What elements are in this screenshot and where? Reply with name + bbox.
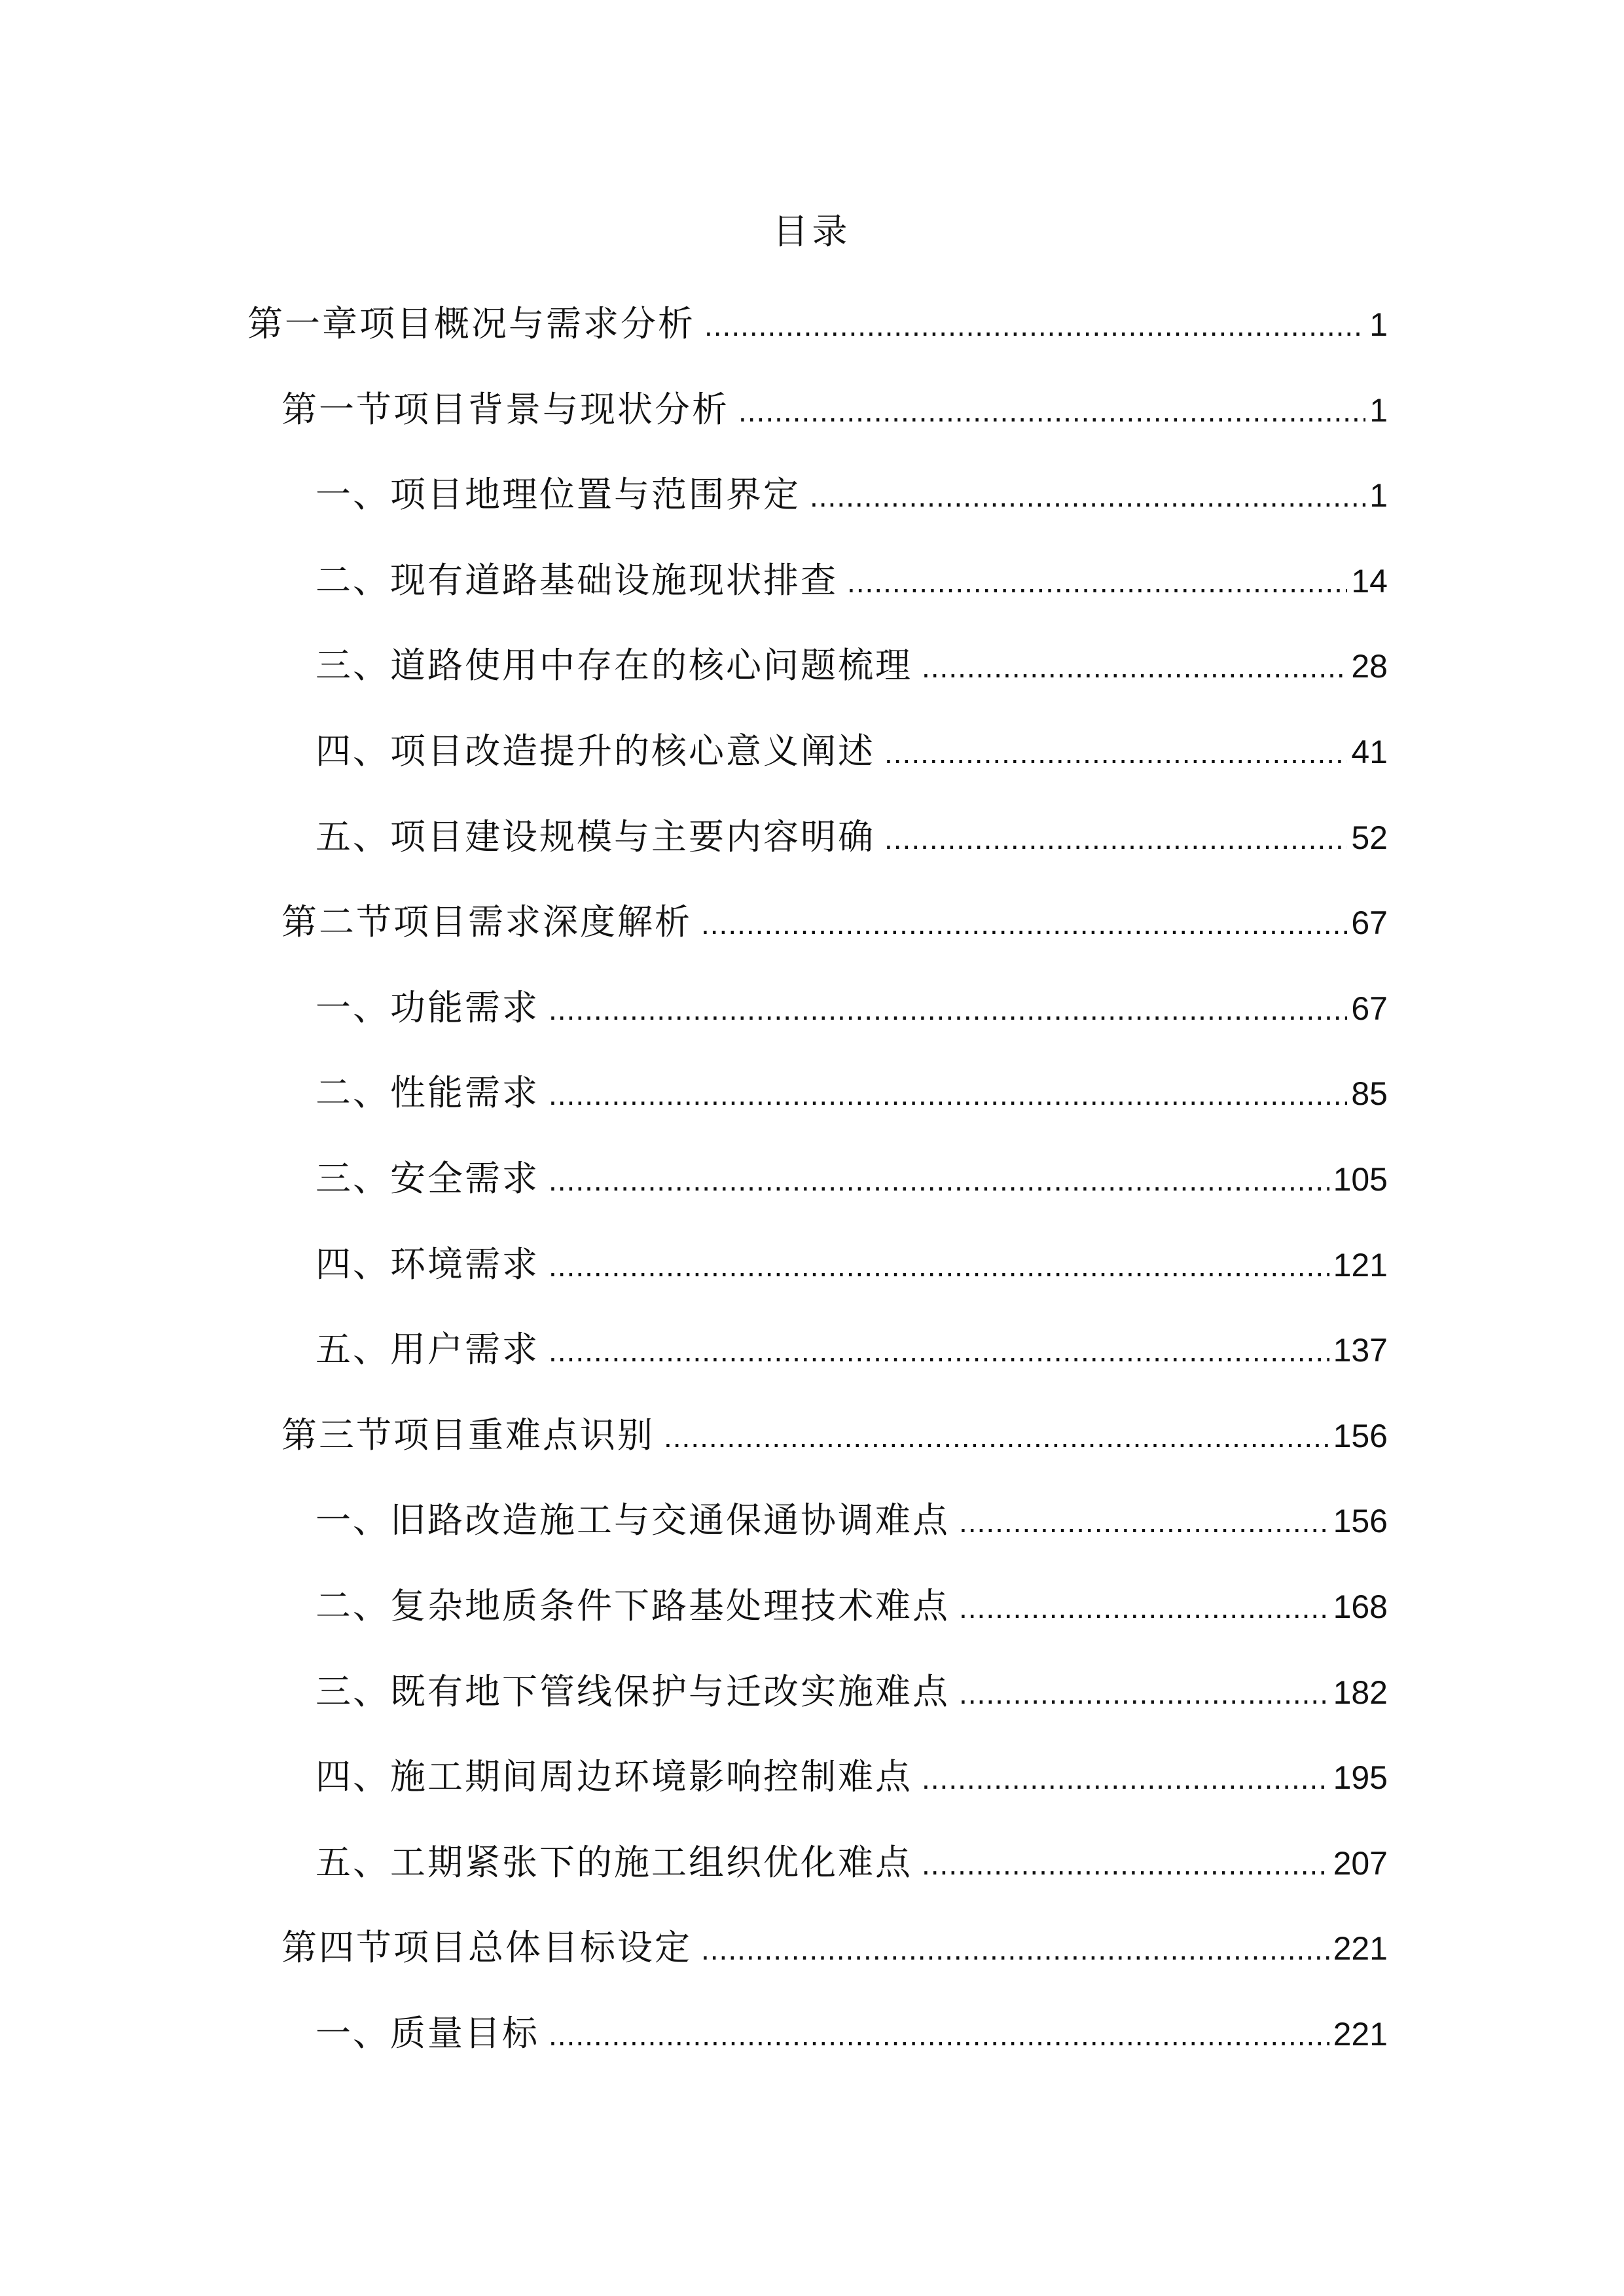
toc-entry-title: 三、既有地下管线保护与迁改实施难点 bbox=[316, 1671, 950, 1712]
toc-entry-19[interactable] bbox=[316, 1840, 1388, 1886]
toc-entry-title: 第一节项目背景与现状分析 bbox=[281, 389, 729, 430]
toc-entry-4[interactable] bbox=[316, 558, 1388, 603]
toc-entry-title: 第三节项目重难点识别 bbox=[281, 1414, 655, 1456]
toc-entry-title: 第二节项目需求深度解析 bbox=[281, 901, 692, 942]
toc-entry-1[interactable] bbox=[247, 301, 1388, 347]
toc-dot-leader bbox=[701, 1926, 1329, 1972]
toc-dot-leader bbox=[704, 302, 1365, 348]
toc-dot-leader bbox=[922, 1755, 1329, 1801]
toc-page-number: 28 bbox=[1351, 648, 1388, 685]
toc-page-number: 156 bbox=[1333, 1503, 1388, 1539]
toc-entry-17[interactable] bbox=[316, 1669, 1388, 1715]
toc-dot-leader bbox=[549, 1071, 1347, 1117]
toc-page-number: 41 bbox=[1351, 734, 1388, 770]
toc-entry-title: 三、安全需求 bbox=[316, 1158, 539, 1199]
toc-entry-title: 五、项目建设规模与主要内容明确 bbox=[316, 816, 875, 857]
toc-dot-leader bbox=[549, 1157, 1329, 1203]
toc-page-number: 207 bbox=[1333, 1845, 1388, 1882]
toc-page-number: 14 bbox=[1351, 563, 1388, 600]
toc-entry-10[interactable] bbox=[316, 1070, 1388, 1116]
toc-entry-20[interactable] bbox=[281, 1925, 1388, 1971]
toc-dot-leader bbox=[922, 644, 1347, 690]
toc-dot-leader bbox=[884, 816, 1347, 861]
toc-entry-title: 第一章项目概况与需求分析 bbox=[247, 303, 695, 344]
toc-dot-leader bbox=[664, 1414, 1329, 1460]
page-title: 目录 bbox=[772, 211, 852, 252]
toc-dot-leader bbox=[549, 2012, 1329, 2058]
toc-page-number: 1 bbox=[1369, 306, 1388, 343]
toc-page-number: 168 bbox=[1333, 1588, 1388, 1625]
toc-dot-leader bbox=[959, 1670, 1329, 1716]
toc-dot-leader bbox=[959, 1499, 1329, 1545]
toc-entry-9[interactable] bbox=[316, 985, 1388, 1031]
toc-page-number: 137 bbox=[1333, 1332, 1388, 1369]
toc-entry-title: 四、项目改造提升的核心意义阐述 bbox=[316, 730, 875, 772]
toc-page-number: 85 bbox=[1351, 1075, 1388, 1112]
toc-page-number: 1 bbox=[1369, 477, 1388, 514]
toc-dot-leader bbox=[959, 1585, 1329, 1630]
toc-entry-8[interactable] bbox=[281, 899, 1388, 945]
toc-page-number: 67 bbox=[1351, 905, 1388, 941]
toc-dot-leader bbox=[847, 559, 1347, 605]
toc-dot-leader bbox=[884, 730, 1347, 776]
toc-page-number: 195 bbox=[1333, 1759, 1388, 1796]
toc-entry-2[interactable] bbox=[281, 387, 1388, 433]
toc-entry-title: 一、功能需求 bbox=[316, 987, 539, 1028]
toc-page-number: 156 bbox=[1333, 1418, 1388, 1454]
toc-entry-11[interactable] bbox=[316, 1156, 1388, 1202]
toc-page-number: 52 bbox=[1351, 819, 1388, 856]
toc-entry-14[interactable] bbox=[281, 1412, 1388, 1458]
toc-entry-3[interactable] bbox=[316, 472, 1388, 518]
toc-page-number: 221 bbox=[1333, 2016, 1388, 2053]
toc-dot-leader bbox=[738, 388, 1365, 434]
toc-dot-leader bbox=[549, 1243, 1329, 1289]
toc-entry-title: 四、施工期间周边环境影响控制难点 bbox=[316, 1756, 912, 1797]
toc-entry-title: 五、工期紧张下的施工组织优化难点 bbox=[316, 1842, 912, 1883]
toc-entry-6[interactable] bbox=[316, 728, 1388, 774]
toc-entry-title: 一、旧路改造施工与交通保通协调难点 bbox=[316, 1499, 950, 1541]
toc-entry-title: 二、性能需求 bbox=[316, 1072, 539, 1113]
toc-page-number: 121 bbox=[1333, 1247, 1388, 1283]
toc-entry-7[interactable] bbox=[316, 814, 1388, 860]
toc-entry-title: 二、复杂地质条件下路基处理技术难点 bbox=[316, 1585, 950, 1626]
toc-dot-leader bbox=[549, 986, 1347, 1032]
toc-page-number: 182 bbox=[1333, 1674, 1388, 1711]
toc-entry-13[interactable] bbox=[316, 1327, 1388, 1372]
toc-entry-title: 三、道路使用中存在的核心问题梳理 bbox=[316, 645, 912, 686]
toc-page-number: 1 bbox=[1369, 392, 1388, 429]
toc-entry-5[interactable] bbox=[316, 643, 1388, 689]
toc-entry-15[interactable] bbox=[316, 1498, 1388, 1543]
toc-page-number: 105 bbox=[1333, 1161, 1388, 1198]
toc-entry-title: 第四节项目总体目标设定 bbox=[281, 1927, 692, 1968]
toc-entry-21[interactable] bbox=[316, 2011, 1388, 2056]
toc-page-number: 221 bbox=[1333, 1930, 1388, 1967]
toc-entry-title: 二、现有道路基础设施现状排查 bbox=[316, 560, 838, 601]
toc-entry-title: 四、环境需求 bbox=[316, 1244, 539, 1285]
toc-dot-leader bbox=[549, 1328, 1329, 1374]
toc-entry-title: 五、用户需求 bbox=[316, 1329, 539, 1370]
toc-dot-leader bbox=[922, 1841, 1329, 1887]
toc-dot-leader bbox=[701, 901, 1347, 946]
toc-entry-title: 一、质量目标 bbox=[316, 2013, 539, 2054]
toc-dot-leader bbox=[810, 473, 1365, 519]
toc-page-number: 67 bbox=[1351, 990, 1388, 1027]
toc-entry-18[interactable] bbox=[316, 1754, 1388, 1800]
toc-entry-12[interactable] bbox=[316, 1242, 1388, 1287]
toc-entry-title: 一、项目地理位置与范围界定 bbox=[316, 474, 801, 515]
toc-entry-16[interactable] bbox=[316, 1583, 1388, 1629]
